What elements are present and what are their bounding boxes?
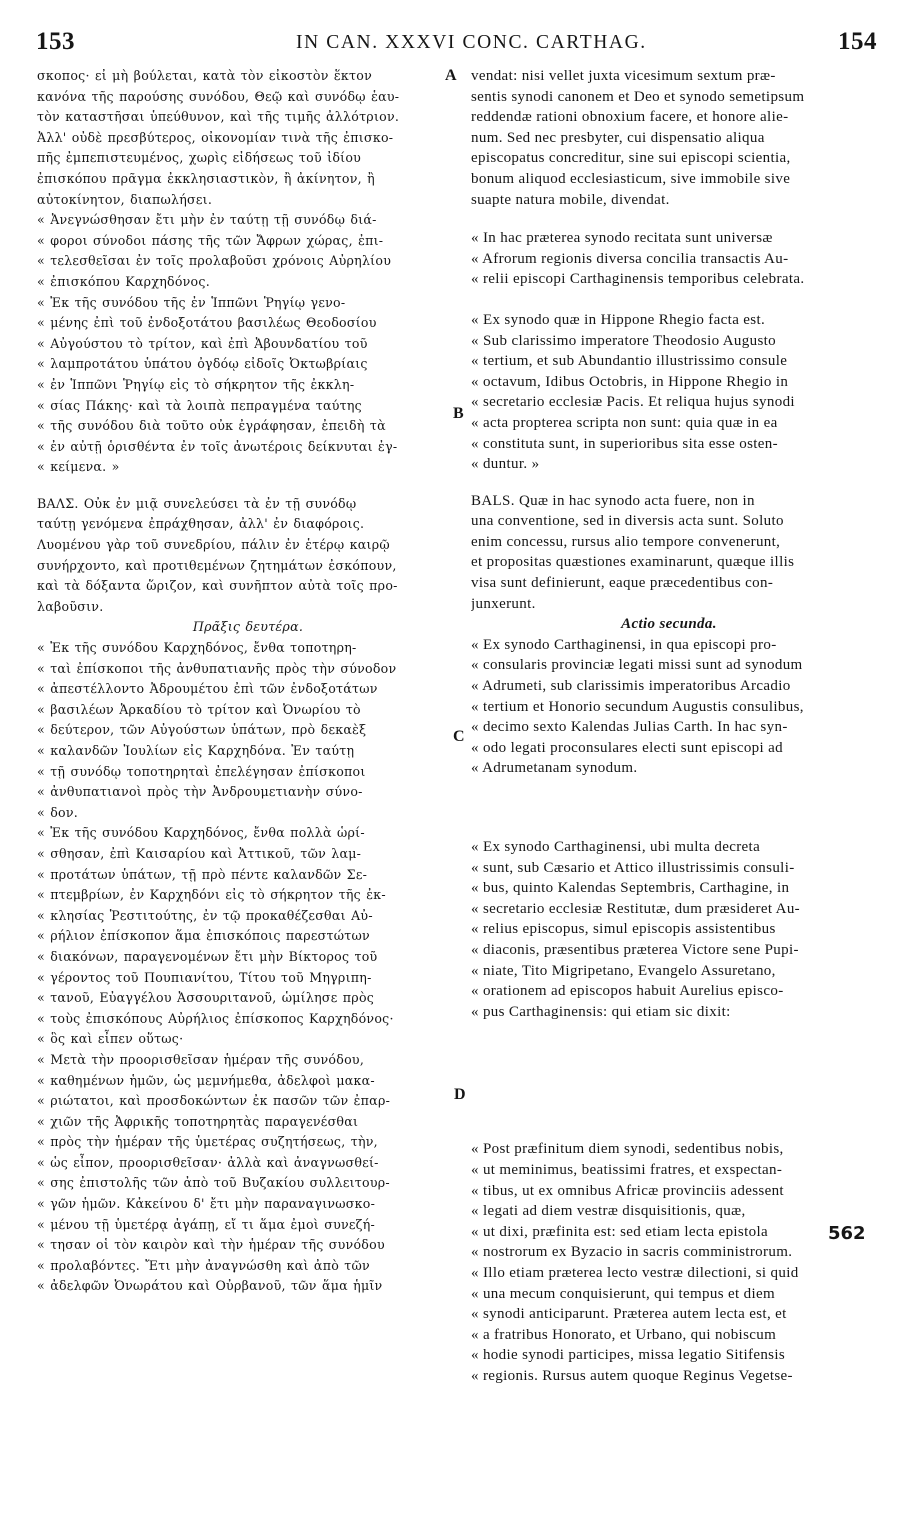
- text-line: « acta propterea scripta non sunt: quia quæ in ea: [471, 414, 778, 431]
- text-line: « Ἀνεγνώσθησαν ἔτι μὴν ἐν ταύτῃ τῇ συνόδῳ διά-: [37, 212, 377, 228]
- text-line: πῆς ἐμπεπιστευμένος, χωρὶς εἰδήσεως τοῦ ἰδίου: [37, 150, 362, 166]
- greek-column: [37, 66, 459, 1297]
- text-line: Λυομένου γὰρ τοῦ συνεδρίου, πάλιν ἐν ἑτέρῳ καιρῷ: [37, 537, 390, 553]
- text-line: κανόνα τῆς παρούσης συνόδου, Θεῷ καὶ συνόδῳ ἑαυ-: [37, 88, 400, 104]
- latin-paragraph-5: [471, 635, 867, 779]
- text-line: Ἀλλ' οὐδὲ πρεσβύτερος, οἰκονομίαν τινὰ τῆς ἐπισκο-: [37, 129, 394, 145]
- text-line: « καθημένων ἡμῶν, ὡς μεμνήμεθα, ἀδελφοὶ μακα-: [37, 1072, 375, 1088]
- text-line: « μένου τῇ ὑμετέρᾳ ἀγάπῃ, εἴ τι ἅμα ἐμοὶ συνεζή-: [37, 1216, 376, 1232]
- text-line: junxerunt.: [471, 595, 536, 612]
- latin-paragraph-7: [471, 1139, 867, 1386]
- greek-paragraph-2: [37, 210, 459, 292]
- text-line: « ἀνθυπατιανοὶ πρὸς τὴν Ἀνδρουμετιανὴν σύνο-: [37, 784, 363, 800]
- text-line: « ἀπεστέλλοντο Ἀδρουμέτου ἐπὶ τῶν ἐνδοξοτάτων: [37, 681, 378, 697]
- text-line: « γέροντος τοῦ Πουπιανίτου, Τίτου τοῦ Μηγριπη-: [37, 969, 372, 985]
- text-line: « φοροι σύνοδοι πάσης τῆς τῶν Ἄφρων χώρας, ἐπι-: [37, 232, 384, 248]
- text-line: « Post præfinitum diem synodi, sedentibus nobis,: [471, 1141, 784, 1158]
- text-line: « ρήλιον ἐπίσκοπον ἅμα ἐπισκόποις παρεστώτων: [37, 928, 370, 944]
- text-line: « δον.: [37, 804, 79, 820]
- page-number-left: 153: [36, 28, 75, 55]
- greek-paragraph-balsamon: [37, 494, 459, 618]
- text-line: « γῶν ἡμῶν. Κἀκείνου δ' ἔτι μὴν παραναγινωσκο-: [37, 1196, 376, 1212]
- text-line: « Ex synodo Carthaginensi, in qua episcopi pro-: [471, 636, 777, 653]
- text-line: BALS. Quæ in hac synodo acta fuere, non in: [471, 492, 755, 509]
- text-line: suapte natura mobile, divendat.: [471, 191, 670, 208]
- text-line: « synodi anticiparunt. Præterea autem lecta est, et: [471, 1306, 787, 1323]
- text-line: « ut dixi, præfinita est: sed etiam lecta epistola: [471, 1223, 769, 1240]
- text-line: « Αὐγούστου τὸ τρίτον, καὶ ἐπὶ Ἀβουνδατίου τοῦ: [37, 335, 368, 351]
- latin-paragraph-2: [471, 228, 867, 290]
- text-line: « Ex synodo Carthaginensi, ubi multa decreta: [471, 839, 761, 855]
- text-line: « Adrumetanam synodum.: [471, 760, 638, 777]
- text-line: « una mecum conquisierunt, qui tempus et diem: [471, 1285, 776, 1302]
- text-line: « niate, Tito Migripetano, Evangelo Assuretano,: [471, 962, 776, 979]
- text-line: « λαμπροτάτου ὑπάτου ὀγδόῳ εἰδοῖς Ὀκτωβρίαις: [37, 356, 368, 372]
- text-line: καὶ τὰ δόξαντα ὥριζον, καὶ συνῆπτον αὐτὰ τοῖς προ-: [37, 578, 398, 594]
- text-line: « tibus, ut ex omnibus Africæ provinciis adessent: [471, 1182, 784, 1199]
- greek-paragraph-3: [37, 293, 459, 478]
- text-line: « Ex synodo quæ in Hippone Rhegio facta est.: [471, 311, 766, 328]
- text-line: « duntur. »: [471, 456, 540, 473]
- text-line: sentis synodi canonem et Deo et synodo semetipsum: [471, 88, 805, 105]
- margin-letter-c: C: [453, 728, 465, 745]
- latin-section-heading: Actio secunda.: [621, 616, 717, 633]
- text-line: « μένης ἐπὶ τοῦ ἐνδοξοτάτου βασιλέως Θεοδοσίου: [37, 315, 377, 331]
- text-line: « σίας Πάκης· καὶ τὰ λοιπὰ πεπραγμένα ταύτης: [37, 397, 362, 413]
- text-line: « constituta sunt, in superioribus sita esse osten-: [471, 435, 778, 452]
- text-line: « τελεσθεῖσαι ἐν τοῖς προλαβοῦσι χρόνοις Αὐρηλίου: [37, 253, 392, 269]
- text-line: « Illo etiam præterea lecto vestræ dilectioni, si quid: [471, 1264, 799, 1281]
- text-line: « σθησαν, ἐπὶ Καισαρίου καὶ Ἀττικοῦ, τῶν λαμ-: [37, 845, 362, 861]
- text-line: « ἀδελφῶν Ὀνωράτου καὶ Οὐρβανοῦ, τῶν ἅμα ἡμῖν: [37, 1278, 383, 1294]
- greek-paragraph-7: [37, 1050, 459, 1297]
- margin-letter-a: A: [445, 67, 457, 84]
- latin-paragraph-balsamon: [471, 491, 867, 615]
- text-line: « diaconis, præsentibus præterea Victore sene Pupi-: [471, 941, 799, 958]
- text-line: et propositas quæstiones examinarunt, quæque illis: [471, 554, 795, 571]
- text-line: « χιῶν τῆς Ἀφρικῆς τοποτηρητὰς παραγενέσθαι: [37, 1113, 359, 1129]
- text-line: « odo legati proconsulares electi sunt episcopi ad: [471, 739, 783, 756]
- text-line: « ut meminimus, beatissimi fratres, et exspectan-: [471, 1161, 783, 1178]
- text-line: τὸν καταστῆσαι ὑπεύθυνον, καὶ τῆς τιμῆς ἀλλότριον.: [37, 109, 400, 125]
- text-line: reddendæ rationi obnoxium facere, et honore alie-: [471, 109, 789, 126]
- text-line: « πρὸς τὴν ἡμέραν τῆς ὑμετέρας συζητήσεως, τὴν,: [37, 1134, 378, 1150]
- page-number-right: 154: [838, 28, 877, 55]
- text-line: « legati ad diem vestræ disquisitionis, quæ,: [471, 1203, 746, 1220]
- text-line: « ἐν Ἱππῶνι Ῥηγίῳ εἰς τὸ σήκρητον τῆς ἐκκλη-: [37, 376, 355, 392]
- text-line: « relius episcopus, simul episcopis assistentibus: [471, 921, 776, 938]
- running-title: IN CAN. XXXVI CONC. CARTHAG.: [296, 32, 647, 53]
- text-line: « Sub clarissimo imperatore Theodosio Augusto: [471, 332, 777, 349]
- latin-paragraph-3: [471, 310, 867, 475]
- text-line: « Ἐκ τῆς συνόδου Καρχηδόνος, ἔνθα πολλὰ ὡρί-: [37, 825, 365, 841]
- text-line: « hodie synodi participes, missa legatio Sitifensis: [471, 1347, 786, 1364]
- text-line: vendat: nisi vellet juxta vicesimum sextum præ-: [471, 68, 776, 84]
- text-line: « consularis provinciæ legati missi sunt ad synodum: [471, 657, 803, 674]
- text-line: « πτεμβρίων, ἐν Καρχηδόνι εἰς τὸ σήκρητον τῆς ἐκ-: [37, 887, 386, 903]
- text-line: « nostrorum ex Byzacio in sacris comministrorum.: [471, 1244, 793, 1261]
- text-line: « διακόνων, παραγενομένων ἔτι μὴν Βίκτορος τοῦ: [37, 948, 378, 964]
- greek-paragraph-6: [37, 823, 459, 1050]
- text-line: « καλανδῶν Ἰουλίων εἰς Καρχηδόνα. Ἐν ταύτῃ: [37, 743, 355, 758]
- text-line: « τῇ συνόδῳ τοποτηρηταὶ ἐπελέγησαν ἐπίσκοποι: [37, 763, 366, 779]
- greek-paragraph-1: [37, 66, 459, 210]
- text-line: « tertium, et sub Abundantio illustrissimo consule: [471, 353, 788, 370]
- text-line: « τῆς συνόδου διὰ τοῦτο οὐκ ἐγράφησαν, ἐπειδὴ τὰ: [37, 418, 386, 434]
- text-line: « ἐπισκόπου Καρχηδόνος.: [37, 273, 210, 289]
- text-line: « relii episcopi Carthaginensis temporibus celebrata.: [471, 271, 805, 288]
- text-line: « ἐν αὐτῇ ὁρισθέντα ἐν τοῖς ἀνωτέροις δείκνυται ἐγ-: [37, 438, 398, 454]
- text-line: num. Sed nec presbyter, cui dispensatio aliqua: [471, 129, 765, 146]
- latin-paragraph-6: [471, 837, 867, 1022]
- latin-column: [471, 66, 867, 1386]
- text-line: « sunt, sub Cæsario et Attico illustrissimis consuli-: [471, 859, 795, 876]
- text-line: σκοπος· εἰ μὴ βούλεται, κατὰ τὸν εἰκοστὸν ἕκτον: [37, 68, 372, 83]
- text-line: « pus Carthaginensis: qui etiam sic dixit:: [471, 1003, 731, 1020]
- text-line: « orationem ad episcopos habuit Aurelius episco-: [471, 983, 784, 1000]
- text-line: « secretario ecclesiæ Restitutæ, dum præsideret Au-: [471, 900, 801, 917]
- text-line: « regionis. Rursus autem quoque Reginus Vegetse-: [471, 1367, 793, 1384]
- text-line: « ὃς καὶ εἶπεν οὕτως·: [37, 1031, 184, 1047]
- text-line: ἐπισκόπου πρᾶγμα ἐκκλησιαστικὸν, ἢ ἀκίνητον, ἢ: [37, 170, 375, 186]
- text-line: ΒΑΛΣ. Οὐκ ἐν μιᾷ συνελεύσει τὰ ἐν τῇ συνόδῳ: [37, 495, 357, 511]
- text-line: ταύτῃ γενόμενα ἐπράχθησαν, ἀλλ' ἐν διαφόροις.: [37, 516, 365, 532]
- text-line: episcopatus concreditur, sine sui episcopi scientia,: [471, 150, 791, 167]
- margin-letter-b: B: [453, 405, 464, 422]
- text-line: « δεύτερον, τῶν Αὐγούστων ὑπάτων, πρὸ δεκαὲξ: [37, 722, 367, 738]
- text-line: « Ἐκ τῆς συνόδου Καρχηδόνος, ἔνθα τοποτηρη-: [37, 640, 357, 656]
- text-line: « ταὶ ἐπίσκοποι τῆς ἀνθυπατιανῆς πρὸς τὴν σύνοδον: [37, 660, 397, 676]
- text-line: « βασιλέων Ἀρκαδίου τὸ τρίτον καὶ Ὀνωρίου τὸ: [37, 701, 361, 717]
- text-line: « Ἐκ τῆς συνόδου τῆς ἐν Ἱππῶνι Ῥηγίῳ γενο-: [37, 294, 346, 310]
- text-line: συνήρχοντο, καὶ προτιθεμένων ζητημάτων ἐσκόπουν,: [37, 557, 397, 573]
- text-line: « ὡς εἶπον, προορισθεῖσαν· ἀλλὰ καὶ ἀναγνωσθεί-: [37, 1154, 379, 1170]
- running-header: [0, 28, 906, 60]
- text-line: « In hac præterea synodo recitata sunt universæ: [471, 230, 773, 247]
- text-line: « τοὺς ἐπισκόπους Αὐρήλιος ἐπίσκοπος Καρχηδόνος·: [37, 1010, 394, 1026]
- text-line: « ριώτατοι, καὶ προσδοκώντων ἐκ πασῶν τῶν ἐπαρ-: [37, 1093, 391, 1109]
- text-line: αὐτοκίνητον, διαπωλήσει.: [37, 191, 213, 207]
- margin-column-number: 562: [828, 1223, 866, 1244]
- text-line: « Μετὰ τὴν προορισθεῖσαν ἡμέραν τῆς συνόδου,: [37, 1051, 365, 1067]
- text-line: una conventione, sed in diversis acta sunt. Soluto: [471, 513, 784, 530]
- text-line: « Afrorum regionis diversa concilia transactis Au-: [471, 250, 789, 267]
- text-line: λαβοῦσιν.: [37, 598, 104, 614]
- latin-paragraph-1: [471, 66, 867, 210]
- text-line: « bus, quinto Kalendas Septembris, Carthagine, in: [471, 880, 790, 897]
- text-line: « secretario ecclesiæ Pacis. Et reliqua hujus synodi: [471, 394, 795, 411]
- text-line: « σης ἐπιστολῆς τῶν ἀπὸ τοῦ Βυζακίου συλλειτουρ-: [37, 1175, 390, 1191]
- text-line: « κείμενα. »: [37, 459, 120, 475]
- text-line: « προτάτων ὑπάτων, τῇ πρὸ πέντε καλανδῶν Σε-: [37, 866, 368, 882]
- text-line: « κλησίας Ῥεστιτούτης, ἐν τῷ προκαθέζεσθαι Αὐ-: [37, 907, 373, 923]
- text-line: « τανοῦ, Εὐαγγέλου Ἀσσουριτανοῦ, ὡμίλησε πρὸς: [37, 990, 375, 1006]
- text-line: enim concessu, rursus alio tempore convenerunt,: [471, 533, 781, 550]
- text-line: « octavum, Idibus Octobris, in Hippone Rhegio in: [471, 373, 789, 390]
- margin-letter-d: D: [454, 1086, 466, 1103]
- text-line: « προλαβόντες. Ἔτι μὴν ἀναγνώσθη καὶ ἀπὸ τῶν: [37, 1257, 370, 1273]
- text-line: « τησαν οἱ τὸν καιρὸν καὶ τὴν ἡμέραν τῆς συνόδου: [37, 1237, 385, 1253]
- text-line: « a fratribus Honorato, et Urbano, qui nobiscum: [471, 1326, 777, 1343]
- text-line: « Adrumeti, sub clarissimis imperatoribus Arcadio: [471, 678, 791, 695]
- text-line: « tertium et Honorio secundum Augustis consulibus,: [471, 698, 804, 715]
- text-line: « decimo sexto Kalendas Julias Carth. In hac syn-: [471, 719, 788, 736]
- greek-section-heading: Πρᾶξις δευτέρα.: [192, 619, 304, 635]
- text-line: bonum aliquod ecclesiasticum, sive immobile sive: [471, 170, 791, 187]
- text-line: visa sunt definierunt, eaque præcedentibus con-: [471, 575, 774, 592]
- greek-paragraph-5: [37, 638, 459, 823]
